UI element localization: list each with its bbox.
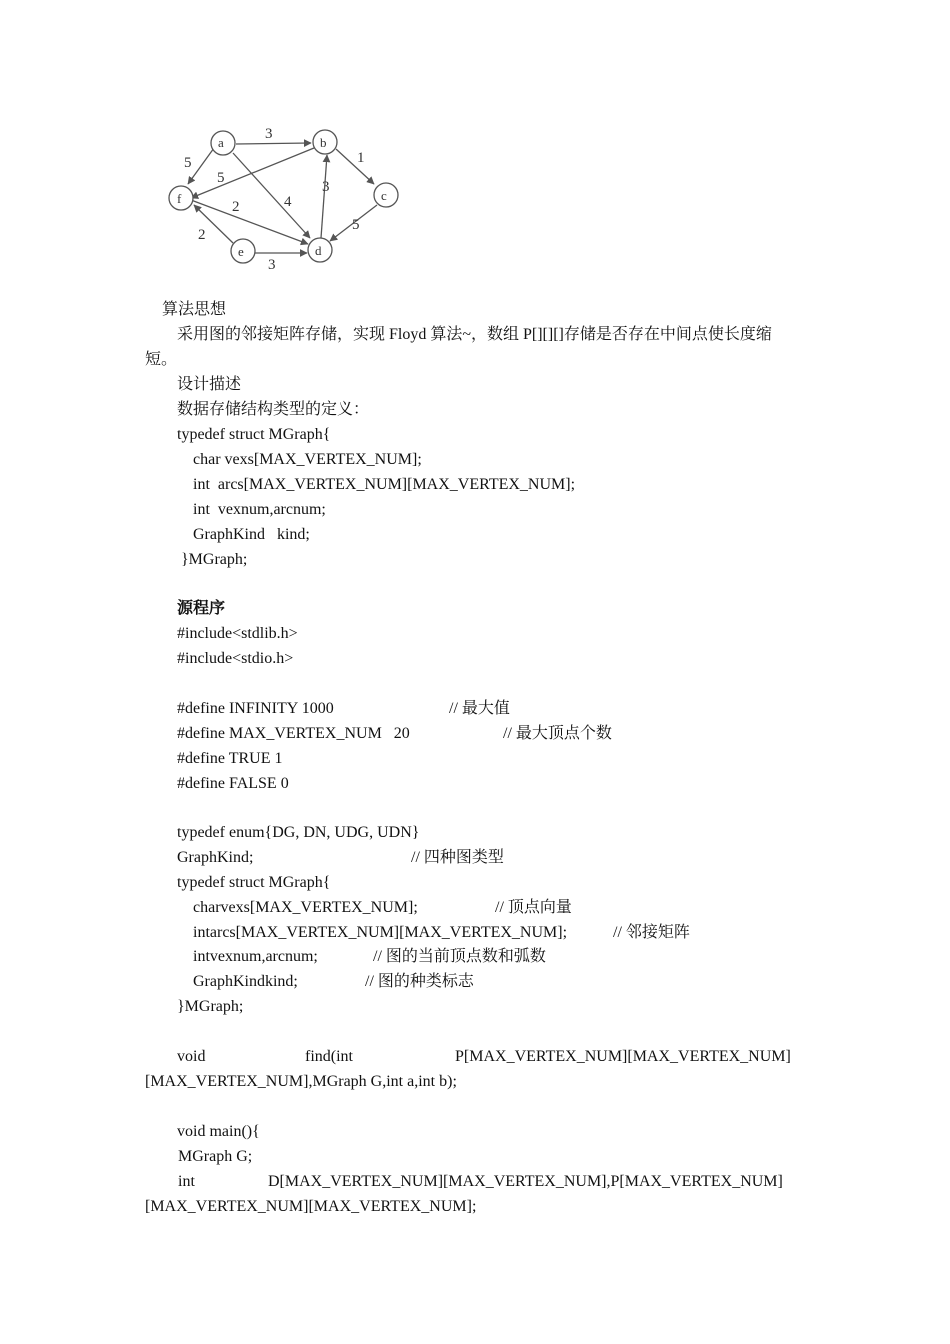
node-e-label: e [238,244,244,259]
code-graphkind: GraphKind; [177,849,254,866]
code-include-stdio: #include<stdio.h> [177,650,294,667]
code-find-name: find(int [305,1048,353,1065]
paragraph-idea-line1: 采用图的邻接矩阵存储，实现 Floyd 算法~，数组 P[][][]存储是否存在中间点使长度缩 [177,326,772,343]
edge-d-b [321,155,327,238]
edge-b-f [191,148,314,198]
code-int-keyword: int [178,1173,195,1190]
node-b-label: b [320,135,327,150]
code-find-param: P[MAX_VERTEX_NUM][MAX_VERTEX_NUM] [455,1048,791,1065]
comment-arcs: // 邻接矩阵 [613,924,690,941]
heading-source: 源程序 [177,600,226,617]
weight-a-f: 5 [184,155,192,171]
comment-max-vertex: // 最大顶点个数 [503,725,612,742]
code-main: void main(){ [177,1123,260,1140]
comment-kind: // 图的种类标志 [365,973,474,990]
weight-f-d: 2 [232,199,240,215]
struct-line-6: }MGraph; [181,551,248,568]
code-arcs: intarcs[MAX_VERTEX_NUM][MAX_VERTEX_NUM]; [193,924,568,941]
code-mgraph-g: MGraph G; [178,1148,253,1165]
code-include-stdlib: #include<stdlib.h> [177,625,298,642]
code-define-false: #define FALSE 0 [177,775,289,792]
comment-vexs: // 顶点向量 [495,899,572,916]
comment-vexnum: // 图的当前顶点数和弧数 [373,948,546,965]
code-struct-end: }MGraph; [177,998,244,1015]
code-d-p-arrays: D[MAX_VERTEX_NUM][MAX_VERTEX_NUM],P[MAX_VERTEX_NUM] [268,1173,783,1190]
graph-figure [160,118,410,278]
struct-line-5: GraphKind kind; [193,526,310,543]
heading-algorithm-idea: 算法思想 [162,301,227,318]
weight-b-f: 5 [217,170,225,186]
code-p-array-cont: [MAX_VERTEX_NUM][MAX_VERTEX_NUM]; [145,1198,477,1215]
code-find-param-cont: [MAX_VERTEX_NUM],MGraph G,int a,int b); [145,1073,457,1090]
code-typedef-struct: typedef struct MGraph{ [177,874,331,891]
node-c-label: c [381,188,387,203]
node-d-label: d [315,243,322,258]
weight-a-d: 4 [284,194,292,210]
weight-e-f: 2 [198,227,206,243]
weight-a-b: 3 [265,126,273,142]
code-vexnum: intvexnum,arcnum; [193,948,318,965]
heading-design: 设计描述 [177,376,242,393]
weight-d-b: 3 [322,179,330,195]
code-kind: GraphKindkind; [193,973,298,990]
edge-b-c [336,149,374,184]
code-define-true: #define TRUE 1 [177,750,283,767]
struct-line-2: char vexs[MAX_VERTEX_NUM]; [193,451,422,468]
weight-b-c: 1 [357,150,365,166]
struct-line-1: typedef struct MGraph{ [177,426,331,443]
weight-c-d: 5 [352,217,360,233]
code-define-max-vertex: #define MAX_VERTEX_NUM 20 [177,725,410,742]
code-find-void: void [177,1048,206,1065]
struct-line-4: int vexnum,arcnum; [193,501,326,518]
code-vexs: charvexs[MAX_VERTEX_NUM]; [193,899,418,916]
edge-a-b [236,143,311,144]
edge-a-f [188,148,214,184]
weight-e-d: 3 [268,257,276,273]
code-typedef-enum: typedef enum{DG, DN, UDG, UDN} [177,824,420,841]
node-f-label: f [177,191,182,206]
paragraph-idea-line2: 短。 [145,351,178,368]
comment-infinity: // 最大值 [449,700,510,717]
comment-graphkind: // 四种图类型 [411,849,504,866]
struct-line-3: int arcs[MAX_VERTEX_NUM][MAX_VERTEX_NUM]; [193,476,576,493]
code-define-infinity: #define INFINITY 1000 [177,700,334,717]
paragraph-design: 数据存储结构类型的定义： [177,401,370,418]
node-a-label: a [218,135,224,150]
